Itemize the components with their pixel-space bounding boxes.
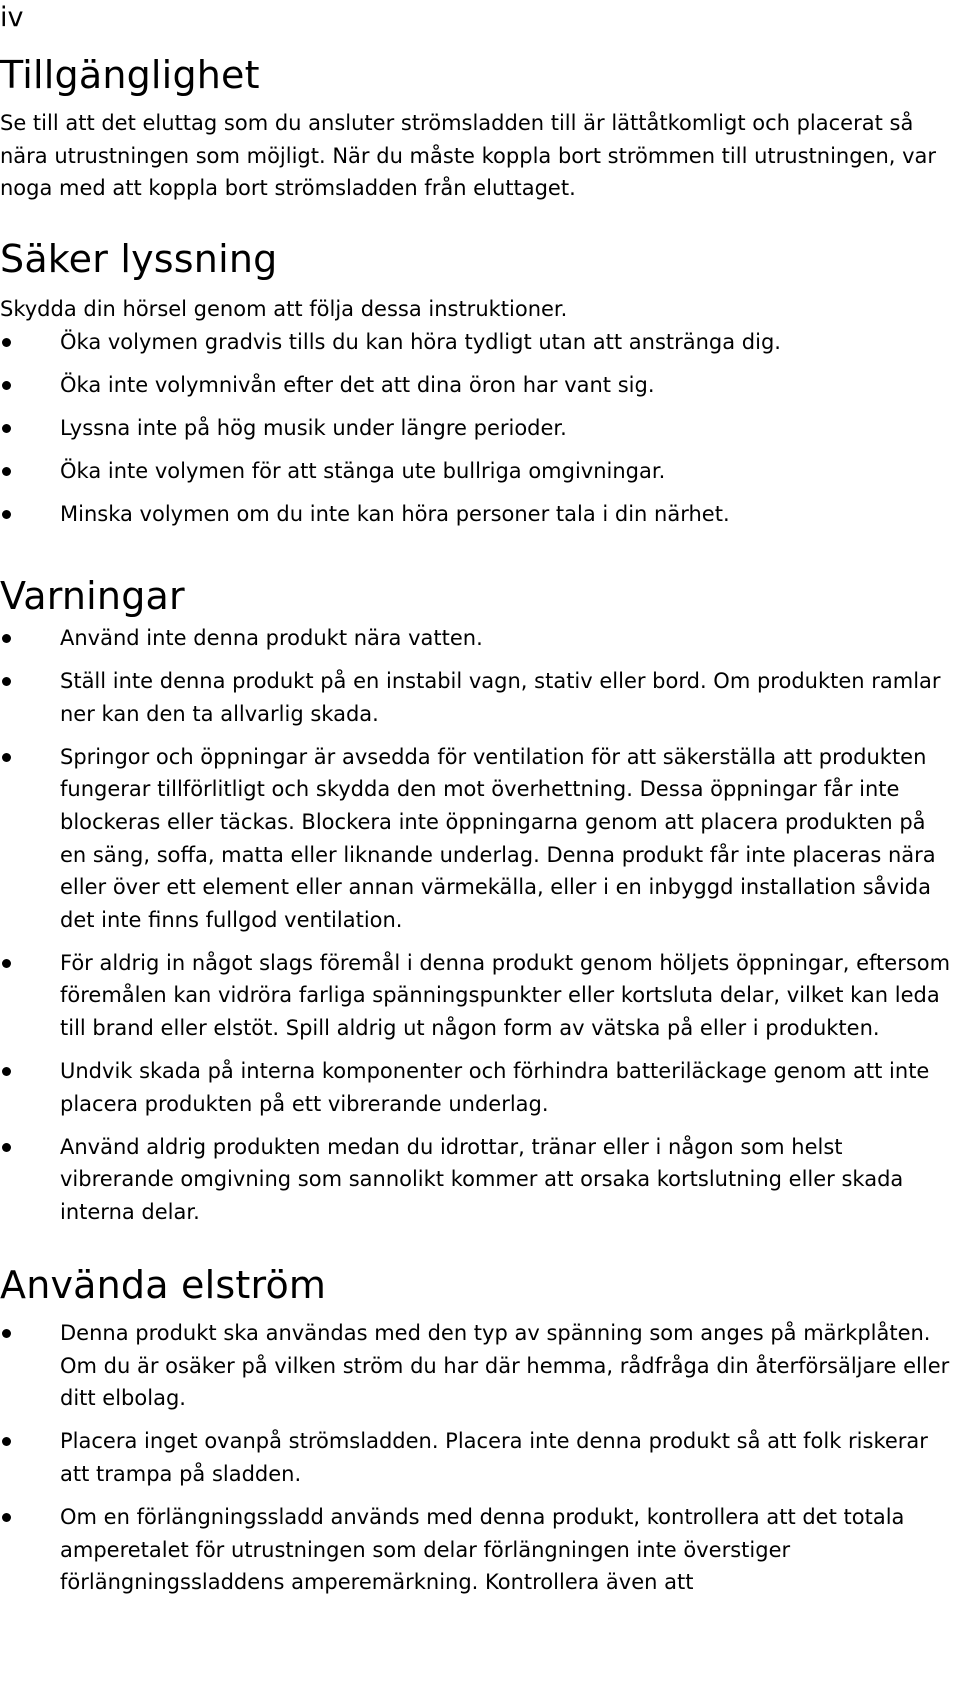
page-number: iv — [0, 2, 24, 33]
list-item — [0, 1131, 955, 1229]
bullet-icon — [2, 1513, 11, 1522]
list-item — [0, 455, 955, 488]
paragraph-saker-lyssning-intro: Skydda din hörsel genom att följa dessa instruktioner. — [0, 297, 568, 321]
bullet-icon — [2, 510, 11, 519]
list-item — [0, 369, 955, 402]
bullet-icon — [2, 634, 11, 643]
bullet-icon — [2, 677, 11, 686]
paragraph-tillganglighet: Se till att det eluttag som du ansluter strömsladden till är lättåtkomligt och placerat så nära utrustningen som möjligt. När du måste koppla bort strömmen till utrustningen, var noga med att koppla bort strömsladden från eluttaget. — [0, 111, 937, 200]
list-item-text: Lyssna inte på hög musik under längre perioder. — [60, 415, 567, 440]
list-item-text: För aldrig in något slags föremål i denna produkt genom höljets öppningar, eftersom föremålen kan vidröra farliga spänningspunkter eller kortsluta delar, vilket kan leda till brand eller elstöt. Spill aldrig ut någon form av vätska på eller i produkten. — [60, 950, 951, 1041]
list-saker-lyssning — [0, 326, 960, 540]
bullet-icon — [2, 959, 11, 968]
bullet-icon — [2, 467, 11, 476]
list-item-text: Placera inget ovanpå strömsladden. Placera inte denna produkt så att folk riskerar att trampa på sladden. — [60, 1429, 928, 1486]
list-item — [0, 498, 955, 531]
list-item-text: Ställ inte denna produkt på en instabil vagn, stativ eller bord. Om produkten ramlar ner kan den ta allvarlig skada. — [60, 669, 941, 726]
list-item — [0, 741, 955, 937]
list-item-text: Använd inte denna produkt nära vatten. — [60, 626, 483, 650]
bullet-icon — [2, 338, 11, 347]
list-item — [0, 1501, 955, 1599]
list-anvanda-elstrom — [0, 1317, 960, 1609]
list-item — [0, 622, 955, 655]
heading-varningar: Varningar — [0, 574, 185, 618]
bullet-icon — [2, 381, 11, 390]
bullet-icon — [2, 424, 11, 433]
list-item-text: Denna produkt ska användas med den typ av spänning som anges på märkplåten. Om du är osäker på vilken ström du har där hemma, rådfråga din återförsäljare eller ditt elbolag. — [60, 1321, 950, 1411]
list-item-text: Minska volymen om du inte kan höra personer tala i din närhet. — [60, 501, 730, 526]
bullet-icon — [2, 1143, 11, 1152]
list-varningar — [0, 622, 960, 1239]
list-item — [0, 1425, 955, 1490]
bullet-icon — [2, 753, 11, 762]
heading-tillganglighet: Tillgänglighet — [0, 53, 260, 97]
list-item — [0, 326, 955, 359]
bullet-icon — [2, 1067, 11, 1076]
list-item — [0, 947, 955, 1045]
list-item — [0, 1055, 955, 1120]
list-item-text: Öka inte volymnivån efter det att dina öron har vant sig. — [60, 372, 655, 397]
list-item — [0, 1317, 955, 1415]
bullet-icon — [2, 1437, 11, 1446]
list-item-text: Använd aldrig produkten medan du idrottar, tränar eller i någon som helst vibrerande omgivning som sannolikt kommer att orsaka kortslutning eller skada interna delar. — [60, 1134, 904, 1224]
list-item — [0, 412, 955, 445]
list-item-text: Undvik skada på interna komponenter och förhindra batteriläckage genom att inte placera produkten på ett vibrerande underlag. — [60, 1059, 930, 1116]
bullet-icon — [2, 1329, 11, 1338]
list-item — [0, 665, 955, 730]
list-item-text: Springor och öppningar är avsedda för ventilation för att säkerställa att produkten fungerar tillförlitligt och skydda den mot överhettning. Dessa öppningar får inte blockeras eller täckas. Blockera inte öppningarna genom att placera produkten på en säng, soffa, matta eller liknande underlag. Denna produkt får inte placeras nära eller över ett element eller annan värmekälla, eller i en inbyggd installation såvida det inte finns fullgod ventilation. — [60, 744, 936, 932]
heading-saker-lyssning: Säker lyssning — [0, 237, 278, 281]
list-item-text: Om en förlängningssladd används med denna produkt, kontrollera att det totala amperetalet för utrustningen som delar förlängningen inte överstiger förlängningssladdens amperemärkning. Kontrollera även att — [60, 1504, 905, 1595]
heading-anvanda-elstrom: Använda elström — [0, 1263, 327, 1307]
list-item-text: Öka inte volymen för att stänga ute bullriga omgivningar. — [60, 458, 666, 483]
list-item-text: Öka volymen gradvis tills du kan höra tydligt utan att anstränga dig. — [60, 330, 781, 354]
